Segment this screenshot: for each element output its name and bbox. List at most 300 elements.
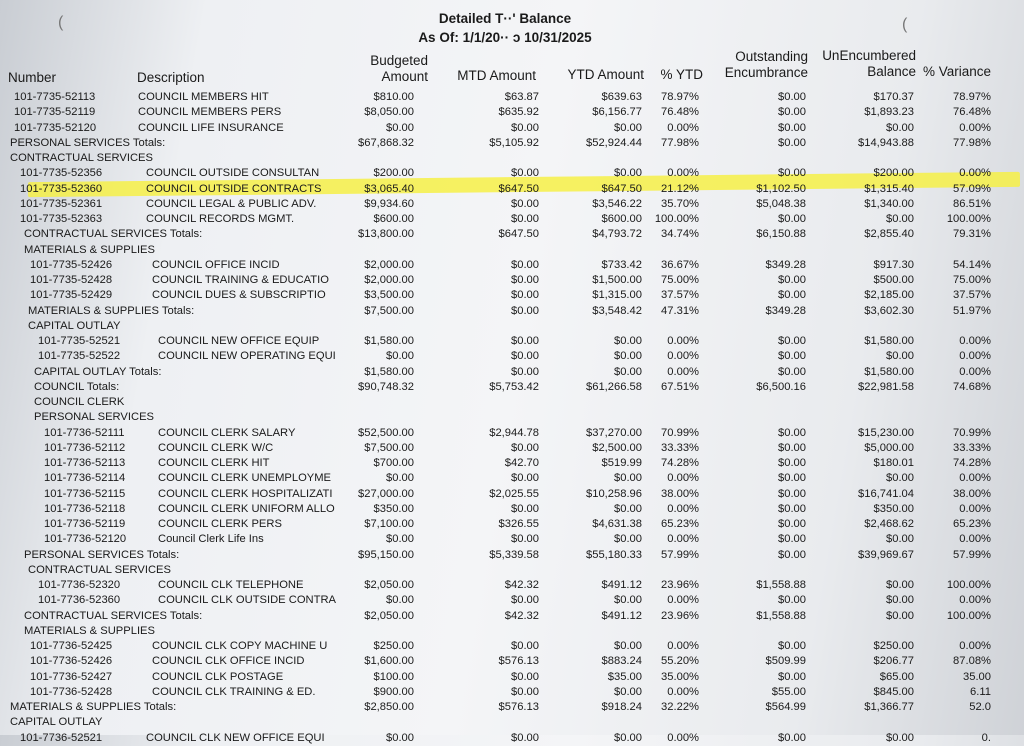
account-description: COUNCIL CLK OFFICE INCID [152, 655, 305, 668]
cell-ytd: $61,266.58 [586, 380, 642, 393]
cell-budgeted: $52,500.00 [358, 426, 414, 439]
cell-variance: 74.28% [953, 457, 991, 469]
account-number: 101-7735-52426 [30, 258, 113, 271]
cell-budgeted: $200.00 [373, 167, 414, 180]
cell-mtd: $0.00 [511, 685, 539, 698]
row-label: MATERIALS & SUPPLIES [24, 243, 155, 256]
account-number: 101-7735-52120 [14, 121, 97, 134]
cell-ytd: $0.00 [614, 472, 642, 485]
cell-budgeted: $7,100.00 [364, 518, 414, 530]
cell-ytd: $37,270.00 [586, 426, 642, 439]
cell-budgeted: $27,000.00 [358, 487, 414, 500]
table-row [0, 258, 1024, 273]
cell-mtd: $0.00 [511, 472, 539, 485]
cell-variance: 74.68% [953, 380, 991, 393]
row-label: MATERIALS & SUPPLIES Totals: [28, 304, 195, 317]
cell-ytd: $35.00 [607, 670, 642, 683]
account-description: COUNCIL CLK OUTSIDE CONTRA [158, 594, 336, 607]
cell-pct-ytd: 67.51% [661, 380, 699, 393]
cell-encumbrance: $0.00 [778, 213, 806, 225]
totals-row [0, 365, 1024, 380]
table-row [0, 456, 1024, 471]
header-outstanding-line1: Outstanding [735, 49, 808, 64]
cell-variance: 79.31% [953, 228, 991, 241]
cell-encumbrance: $0.00 [778, 121, 806, 134]
table-row [0, 166, 1024, 181]
cell-pct-ytd: 47.31% [661, 304, 699, 317]
table-row [0, 212, 1024, 227]
cell-mtd: $5,105.92 [489, 136, 539, 149]
cell-encumbrance: $0.00 [778, 426, 806, 439]
cell-balance: $0.00 [886, 731, 914, 744]
cell-pct-ytd: 65.23% [661, 518, 699, 530]
cell-encumbrance: $0.00 [778, 472, 806, 485]
cell-variance: 51.97% [953, 304, 991, 317]
account-number: 101-7736-52119 [44, 518, 126, 530]
paper-mark-left: ( [58, 14, 64, 31]
cell-budgeted: $350.00 [373, 502, 414, 515]
cell-mtd: $42.32 [504, 609, 539, 622]
cell-encumbrance: $0.00 [778, 106, 806, 119]
cell-budgeted: $67,868.32 [358, 136, 414, 149]
account-description: COUNCIL CLERK W/C [158, 441, 274, 454]
cell-balance: $1,580.00 [864, 365, 914, 378]
cell-mtd: $0.00 [511, 213, 539, 225]
cell-pct-ytd: 0.00% [667, 502, 699, 515]
account-number: 101-7736-52428 [30, 685, 113, 698]
header-unencumbered-line2: Balance [867, 64, 916, 79]
cell-pct-ytd: 0.00% [667, 594, 699, 607]
cell-encumbrance: $0.00 [778, 91, 806, 103]
account-description: COUNCIL CLK TRAINING & ED. [152, 685, 316, 698]
cell-encumbrance: $0.00 [778, 335, 806, 347]
header-description: Description [137, 70, 205, 85]
account-number: 101-7736-52120 [44, 533, 127, 546]
cell-ytd: $0.00 [614, 594, 642, 607]
cell-pct-ytd: 100.00% [654, 213, 699, 225]
cell-mtd: $0.00 [511, 289, 539, 302]
cell-encumbrance: $0.00 [778, 289, 806, 302]
cell-variance: 0. [981, 731, 991, 744]
cell-mtd: $0.00 [511, 365, 539, 378]
cell-encumbrance: $0.00 [778, 441, 806, 454]
row-label: MATERIALS & SUPPLIES Totals: [10, 701, 177, 713]
cell-encumbrance: $0.00 [778, 274, 806, 286]
cell-pct-ytd: 74.28% [661, 457, 699, 469]
section-heading [0, 319, 1024, 334]
cell-variance: 0.00% [959, 335, 991, 347]
cell-mtd: $0.00 [511, 441, 539, 454]
cell-budgeted: $700.00 [373, 457, 414, 469]
cell-budgeted: $0.00 [386, 472, 414, 485]
account-number: 101-7735-52360 [20, 182, 103, 195]
cell-encumbrance: $0.00 [778, 518, 806, 530]
cell-ytd: $883.24 [601, 655, 642, 668]
cell-variance: 0.00% [959, 167, 991, 180]
cell-ytd: $4,631.38 [592, 518, 642, 530]
cell-mtd: $5,339.58 [489, 548, 539, 561]
account-number: 101-7736-52426 [30, 655, 113, 668]
row-label: COUNCIL CLERK [34, 396, 125, 408]
account-number: 101-7736-52112 [44, 441, 126, 454]
account-number: 101-7735-52119 [14, 106, 96, 119]
cell-variance: 100.00% [946, 609, 991, 622]
cell-variance: 54.14% [953, 258, 991, 271]
cell-mtd: $63.87 [504, 91, 539, 103]
cell-encumbrance: $0.00 [778, 533, 806, 546]
totals-row [0, 609, 1024, 624]
header-outstanding-line2: Encumbrance [724, 65, 808, 80]
cell-variance: 0.00% [959, 472, 991, 485]
cell-encumbrance: $55.00 [771, 685, 806, 698]
table-row [0, 197, 1024, 212]
account-number: 101-7735-52428 [30, 274, 113, 286]
account-number: 101-7735-52356 [20, 167, 103, 180]
account-description: COUNCIL TRAINING & EDUCATIO [152, 274, 329, 286]
cell-balance: $2,185.00 [864, 289, 914, 302]
cell-variance: 0.00% [959, 121, 991, 134]
cell-pct-ytd: 0.00% [667, 335, 699, 347]
cell-balance: $1,580.00 [864, 335, 914, 347]
cell-pct-ytd: 0.00% [667, 685, 699, 698]
cell-variance: 57.99% [953, 548, 991, 561]
totals-row [0, 548, 1024, 563]
header-pct-ytd: % YTD [660, 67, 703, 82]
account-number: 101-7736-52115 [44, 487, 126, 500]
cell-ytd: $4,793.72 [592, 228, 642, 241]
account-description: COUNCIL OFFICE INCID [152, 258, 280, 271]
cell-budgeted: $3,065.40 [364, 182, 414, 195]
table-row [0, 487, 1024, 502]
cell-pct-ytd: 75.00% [661, 274, 699, 286]
header-ytd: YTD Amount [567, 67, 644, 82]
cell-pct-ytd: 37.57% [661, 289, 699, 302]
cell-balance: $206.77 [873, 655, 914, 668]
cell-variance: 37.57% [953, 289, 991, 302]
totals-row [0, 227, 1024, 242]
cell-budgeted: $100.00 [373, 670, 414, 683]
totals-row [0, 700, 1024, 715]
cell-encumbrance: $0.00 [778, 487, 806, 500]
totals-row [0, 380, 1024, 395]
cell-ytd: $6,156.77 [592, 106, 642, 119]
cell-budgeted: $0.00 [386, 594, 414, 607]
cell-balance: $200.00 [873, 167, 914, 180]
cell-ytd: $0.00 [614, 533, 642, 546]
cell-budgeted: $0.00 [386, 350, 414, 363]
cell-encumbrance: $1,558.88 [756, 609, 806, 622]
table-row [0, 517, 1024, 532]
account-description: COUNCIL NEW OPERATING EQUI [158, 350, 336, 363]
account-description: COUNCIL RECORDS MGMT. [146, 213, 295, 225]
cell-balance: $0.00 [886, 350, 914, 363]
cell-variance: 100.00% [946, 213, 991, 225]
cell-budgeted: $0.00 [386, 731, 414, 744]
cell-ytd: $1,315.00 [592, 289, 642, 302]
cell-variance: 65.23% [953, 518, 991, 530]
cell-encumbrance: $0.00 [778, 731, 806, 744]
cell-ytd: $733.42 [601, 258, 642, 271]
row-label: PERSONAL SERVICES Totals: [10, 136, 166, 149]
cell-variance: 78.97% [953, 91, 991, 103]
account-number: 101-7736-52118 [44, 502, 126, 515]
cell-balance: $39,969.67 [858, 548, 914, 561]
cell-pct-ytd: 57.99% [661, 548, 699, 561]
cell-balance: $0.00 [886, 121, 914, 134]
account-number: 101-7735-52521 [38, 335, 121, 347]
cell-budgeted: $1,580.00 [364, 335, 414, 347]
cell-mtd: $2,025.55 [489, 487, 539, 500]
table-row [0, 121, 1024, 136]
cell-mtd: $0.00 [511, 274, 539, 286]
account-number: 101-7735-52361 [20, 197, 103, 210]
row-label: CONTRACTUAL SERVICES [10, 152, 153, 164]
table-row [0, 593, 1024, 608]
cell-ytd: $0.00 [614, 167, 642, 180]
cell-encumbrance: $349.28 [765, 304, 806, 317]
table-row [0, 334, 1024, 349]
table-row [0, 426, 1024, 441]
table-row [0, 471, 1024, 486]
cell-balance: $350.00 [873, 502, 914, 515]
row-label: CAPITAL OUTLAY [10, 716, 103, 729]
cell-encumbrance: $564.99 [765, 701, 806, 713]
cell-ytd: $52,924.44 [586, 136, 642, 149]
cell-budgeted: $7,500.00 [364, 441, 414, 454]
account-description: COUNCIL OUTSIDE CONTRACTS [146, 182, 322, 195]
cell-encumbrance: $0.00 [778, 365, 806, 378]
cell-balance: $15,230.00 [858, 426, 914, 439]
cell-variance: 86.51% [953, 197, 991, 210]
cell-variance: 76.48% [953, 106, 991, 119]
cell-variance: 70.99% [953, 426, 991, 439]
cell-variance: 38.00% [953, 487, 991, 500]
cell-mtd: $0.00 [511, 335, 539, 347]
cell-balance: $1,315.40 [864, 182, 914, 195]
section-heading [0, 715, 1024, 730]
cell-pct-ytd: 34.74% [661, 228, 699, 241]
cell-mtd: $0.00 [511, 502, 539, 515]
account-description: COUNCIL CLK COPY MACHINE U [152, 640, 328, 652]
cell-ytd: $3,546.22 [592, 197, 642, 210]
header-budgeted-line2: Amount [381, 69, 428, 84]
cell-encumbrance: $0.00 [778, 167, 806, 180]
cell-balance: $2,855.40 [864, 228, 914, 241]
cell-mtd: $0.00 [511, 670, 539, 683]
cell-pct-ytd: 0.00% [667, 121, 699, 134]
cell-budgeted: $8,050.00 [364, 106, 414, 119]
cell-mtd: $0.00 [511, 533, 539, 546]
account-description: COUNCIL CLERK SALARY [158, 426, 296, 439]
row-label: CONTRACTUAL SERVICES Totals: [24, 609, 203, 622]
cell-encumbrance: $1,558.88 [756, 579, 806, 591]
table-row [0, 273, 1024, 288]
cell-ytd: $0.00 [614, 121, 642, 134]
cell-ytd: $519.99 [601, 457, 642, 469]
paper-mark-right: ( [902, 16, 908, 33]
cell-variance: 0.00% [959, 365, 991, 378]
cell-balance: $22,981.58 [858, 380, 914, 393]
account-description: COUNCIL CLK NEW OFFICE EQUI [146, 731, 325, 744]
cell-variance: 0.00% [959, 502, 991, 515]
cell-balance: $2,468.62 [864, 518, 914, 530]
cell-pct-ytd: 0.00% [667, 167, 699, 180]
account-number: 101-7736-52425 [30, 640, 113, 652]
cell-pct-ytd: 78.97% [661, 91, 699, 103]
cell-budgeted: $1,580.00 [364, 365, 414, 378]
cell-variance: 52.0 [969, 701, 991, 713]
table-row [0, 182, 1024, 197]
cell-ytd: $2,500.00 [592, 441, 642, 454]
cell-mtd: $647.50 [498, 228, 539, 241]
cell-pct-ytd: 23.96% [661, 579, 699, 591]
cell-budgeted: $3,500.00 [364, 289, 414, 302]
cell-pct-ytd: 0.00% [667, 472, 699, 485]
cell-encumbrance: $0.00 [778, 548, 806, 561]
cell-balance: $14,943.88 [858, 136, 914, 149]
cell-budgeted: $810.00 [373, 91, 414, 103]
cell-ytd: $491.12 [601, 609, 642, 622]
table-row [0, 349, 1024, 364]
cell-mtd: $647.50 [498, 182, 539, 195]
header-variance: % Variance [922, 64, 991, 79]
cell-ytd: $0.00 [614, 335, 642, 347]
cell-budgeted: $250.00 [373, 640, 414, 652]
cell-ytd: $0.00 [614, 502, 642, 515]
account-number: 101-7735-52429 [30, 289, 113, 302]
table-row [0, 532, 1024, 547]
account-number: 101-7735-52113 [14, 91, 96, 103]
cell-pct-ytd: 0.00% [667, 640, 699, 652]
cell-budgeted: $1,600.00 [364, 655, 414, 668]
cell-budgeted: $95,150.00 [358, 548, 414, 561]
cell-balance: $65.00 [879, 670, 914, 683]
cell-ytd: $639.63 [601, 91, 642, 103]
cell-budgeted: $2,850.00 [364, 701, 414, 713]
cell-balance: $500.00 [873, 274, 914, 286]
cell-encumbrance: $6,150.88 [756, 228, 806, 241]
cell-ytd: $0.00 [614, 685, 642, 698]
cell-variance: 0.00% [959, 594, 991, 607]
account-description: COUNCIL CLK POSTAGE [152, 670, 284, 683]
table-row [0, 288, 1024, 303]
cell-ytd: $647.50 [601, 182, 642, 195]
account-number: 101-7736-52113 [44, 457, 126, 469]
cell-mtd: $0.00 [511, 731, 539, 744]
cell-pct-ytd: 0.00% [667, 365, 699, 378]
account-number: 101-7736-52360 [38, 594, 121, 607]
cell-ytd: $918.24 [601, 701, 642, 713]
cell-balance: $0.00 [886, 609, 914, 622]
cell-budgeted: $600.00 [373, 213, 414, 225]
section-heading [0, 395, 1024, 410]
account-description: Council Clerk Life Ins [158, 533, 264, 546]
cell-balance: $1,340.00 [864, 197, 914, 210]
cell-variance: 0.00% [959, 640, 991, 652]
cell-variance: 57.09% [953, 182, 991, 195]
table-row [0, 90, 1024, 105]
table-row [0, 670, 1024, 685]
cell-ytd: $0.00 [614, 640, 642, 652]
totals-row [0, 136, 1024, 151]
cell-encumbrance: $0.00 [778, 350, 806, 363]
cell-balance: $250.00 [873, 640, 914, 652]
cell-mtd: $0.00 [511, 121, 539, 134]
cell-budgeted: $2,050.00 [364, 609, 414, 622]
cell-pct-ytd: 70.99% [661, 426, 699, 439]
header-number: Number [8, 70, 57, 85]
report-date-range: As Of: 1/1/20·· ɔ 10/31/2025 [418, 30, 592, 45]
cell-ytd: $10,258.96 [586, 487, 642, 500]
cell-encumbrance: $0.00 [778, 502, 806, 515]
cell-encumbrance: $349.28 [765, 258, 806, 271]
row-label: MATERIALS & SUPPLIES [24, 624, 155, 637]
cell-balance: $1,366.77 [864, 701, 914, 713]
cell-variance: 77.98% [953, 136, 991, 149]
cell-pct-ytd: 76.48% [661, 106, 699, 119]
cell-budgeted: $13,800.00 [358, 228, 414, 241]
cell-budgeted: $7,500.00 [364, 304, 414, 317]
cell-mtd: $5,753.42 [489, 380, 539, 393]
account-number: 101-7735-52522 [38, 350, 121, 363]
cell-balance: $917.30 [873, 258, 914, 271]
account-number: 101-7735-52363 [20, 213, 103, 225]
cell-variance: 87.08% [953, 655, 991, 668]
cell-mtd: $2,944.78 [489, 426, 539, 439]
account-description: COUNCIL OUTSIDE CONSULTAN [146, 167, 320, 180]
cell-budgeted: $900.00 [373, 685, 414, 698]
cell-pct-ytd: 55.20% [661, 655, 699, 668]
cell-variance: 100.00% [946, 579, 991, 591]
cell-mtd: $0.00 [511, 350, 539, 363]
cell-pct-ytd: 33.33% [661, 441, 699, 454]
cell-pct-ytd: 21.12% [661, 182, 699, 195]
account-description: COUNCIL MEMBERS HIT [138, 91, 269, 103]
cell-encumbrance: $6,500.16 [756, 380, 806, 393]
cell-budgeted: $0.00 [386, 121, 414, 134]
cell-budgeted: $0.00 [386, 533, 414, 546]
table-row [0, 441, 1024, 456]
account-description: COUNCIL LEGAL & PUBLIC ADV. [146, 197, 317, 210]
cell-encumbrance: $0.00 [778, 457, 806, 469]
cell-balance: $5,000.00 [864, 441, 914, 454]
cell-encumbrance: $509.99 [765, 655, 806, 668]
cell-mtd: $635.92 [498, 106, 539, 119]
account-description: COUNCIL MEMBERS PERS [138, 106, 282, 119]
header-budgeted-line1: Budgeted [370, 53, 428, 68]
account-description: COUNCIL CLERK HIT [158, 457, 270, 469]
table-row [0, 578, 1024, 593]
cell-mtd: $0.00 [511, 197, 539, 210]
cell-budgeted: $90,748.32 [358, 380, 414, 393]
cell-mtd: $0.00 [511, 640, 539, 652]
cell-balance: $0.00 [886, 213, 914, 225]
cell-encumbrance: $0.00 [778, 136, 806, 149]
cell-mtd: $42.70 [504, 457, 539, 469]
row-label: CAPITAL OUTLAY [28, 319, 121, 332]
section-heading [0, 563, 1024, 578]
account-description: COUNCIL DUES & SUBSCRIPTIO [152, 289, 326, 302]
cell-mtd: $42.32 [504, 579, 539, 591]
cell-variance: 0.00% [959, 533, 991, 546]
cell-balance: $0.00 [886, 472, 914, 485]
cell-pct-ytd: 32.22% [661, 701, 699, 713]
cell-pct-ytd: 0.00% [667, 350, 699, 363]
account-description: COUNCIL CLERK UNIFORM ALLO [158, 502, 335, 515]
header-mtd: MTD Amount [457, 68, 536, 83]
row-label: PERSONAL SERVICES Totals: [24, 548, 180, 561]
cell-pct-ytd: 35.70% [661, 197, 699, 210]
